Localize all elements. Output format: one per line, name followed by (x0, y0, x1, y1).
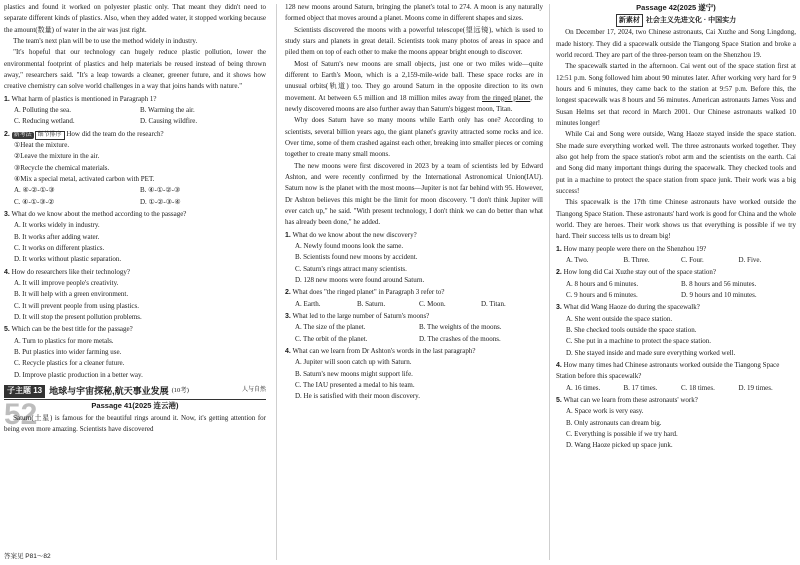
option: C. Moon. (419, 299, 446, 308)
question-2-options (556, 279, 796, 302)
step: ③Recycle the chemical materials. (14, 163, 110, 172)
passage-paragraph: Scientists discovered the moons with a powerful telescope(望远镜), which is used to study stars and planets in great detail. Scientists took many photos of areas in space and piled them on top of each other to make the moons appear bright enough to discover. (285, 25, 543, 57)
option: A. Polluting the sea. (14, 105, 71, 114)
question-1: 1. What do we know about the new discovery? (285, 230, 417, 239)
option: D. Causing wildfire. (140, 117, 198, 126)
option: D. It will stop the present pollution problems. (14, 312, 142, 321)
column-left (4, 2, 266, 562)
option: A. It works widely in industry. (14, 221, 100, 230)
option: B. Three. (623, 256, 650, 265)
exam-count: (10考) (171, 386, 189, 394)
option: C. Saturn's rings attract many scientists. (295, 264, 407, 273)
option: D. He is satisfied with their moon discovery. (295, 392, 420, 401)
subtopic-header (4, 384, 266, 401)
option: A. Jupiter will soon catch up with Saturn. (295, 358, 412, 367)
question-4: 4. How do researchers like their technology? (4, 267, 130, 276)
option: C. Everything is possible if we try hard. (566, 429, 678, 438)
option: B. Saturn's new moons might support life. (295, 369, 413, 378)
option: D. 128 new moons were found around Saturn. (295, 275, 425, 284)
answer-reference: 答案见 P81～82 (4, 553, 51, 561)
option: B. She checked tools outside the space station. (566, 326, 697, 334)
question-5: 5. Which can be the best title for the passage? (4, 325, 133, 334)
detail-order-badge: 细节排序 (35, 131, 65, 140)
passage-paragraph: 128 new moons around Saturn, bringing the planet's total to 274. A moon is any naturally formed object that moves around a planet. Moons come in different shapes and sizes. (285, 3, 543, 23)
option: D. 9 hours and 10 minutes. (681, 291, 757, 300)
option: A. ④-②-①-③ (14, 186, 55, 195)
question-1-options (556, 255, 796, 266)
passage-paragraph: On December 17, 2024, two Chinese astronauts, Cai Xuzhe and Song Lingdong, made history. They did a spacewalk outside the Tiangong Space Station and broke a world record. They are part of the three-person team on the Shenzhou 19. (556, 28, 796, 60)
question-3: 3. What do we know about the method according to the passage? (4, 209, 187, 218)
question-4: 4. What can we learn from Dr Ashton's words in the last paragraph? (285, 346, 476, 355)
passage-41 (4, 400, 266, 435)
question-2: 2. How long did Cai Xuzhe stay out of the space station? (556, 268, 717, 277)
option: C. 18 times. (681, 383, 715, 392)
option: C. It will prevent people from using plastics. (14, 301, 140, 310)
option: C. She put in a machine to protect the space station. (566, 337, 712, 346)
question-5: 5. What can we learn from these astronauts' work? (556, 395, 698, 404)
option: D. Titan. (481, 299, 506, 308)
option: B. Put plastics into wider farming use. (14, 347, 122, 356)
passage-paragraph: plastics and found it worked on polyester plastic only. That meant they didn't need to separate different kinds of plastics. Also, when they added water, it stopped working because the amount(数量) of water in the air was just right. (4, 3, 266, 34)
option: B. 8 hours and 56 minutes. (681, 279, 757, 288)
question-1: 1. How many people were there on the Shenzhou 19? (556, 244, 707, 253)
passage-paragraph: The new moons were first discovered in 2023 by a team of scientists led by Edward Ashton, and were recently confirmed by the International Astronomical Union(IAU). Saturn now is the planet with the most moons—Jupiter is not far behind with 95. However, Dr Ashton believes this might be the limit for moon discovery. "I don't think Jupiter will ever catch up," he said. "With present technology, I don't think we can do better than what has already been done," he added. (285, 161, 543, 227)
new-method-badge: 新考法 (13, 131, 32, 138)
question-3: 3. What did Wang Haoze do during the spacewalk? (556, 303, 700, 312)
question-2-options (4, 185, 266, 208)
passage-title: Passage 41(2025 连云港) (91, 401, 179, 411)
option: B. Warming the air. (140, 105, 195, 114)
option: A. 16 times. (566, 383, 601, 392)
option: A. Two. (566, 256, 589, 265)
option: B. Saturn. (357, 299, 386, 308)
passage-paragraph: The spacewalk started in the afternoon. Cai went out of the space station first at 12:51 p.m. Song followed him about 90 minutes later. After working very hard for 9 hours and 6 minutes, they came back to the station at 9:57 p.m. Before this, the longest spacewalk was 8 hours and 56 minutes. American astronauts James Voss and Susan Helms set that record in March 2001. Our Chinese astronauts walked 10 minutes longer! (556, 62, 796, 128)
passage-paragraph: This spacewalk is the 17th time Chinese astronauts have worked outside the Tiangong Space Station. These astronauts' hard work is good for China and the whole world. They are heroes. Their work shows us that everything is possible if we try hard. Their success tells us to dream big! (556, 198, 796, 241)
column-right (556, 2, 796, 562)
option: C. The orbit of the planet. (295, 334, 368, 343)
new-material-badge: 新素材 (616, 14, 643, 27)
option: D. Five. (738, 256, 762, 265)
passage-paragraph: "It's hopeful that our technology can hugely reduce plastic pollution, lower the environmental footprint of plastics and help materials be reused instead of being thrown away," researchers said. "It's a leap towards a cleaner, greener future, and it shows how creative chemistry can solve world challenges in a way that joins hands with nature." (4, 48, 266, 91)
option: B. Only astronauts can dream big. (566, 418, 662, 427)
question-2-options (285, 299, 543, 310)
option: D. ①-②-③-④ (140, 197, 181, 206)
option: A. It will improve people's creativity. (14, 278, 119, 287)
option: D. Improve plastic production in a better way. (14, 370, 143, 379)
subtopic-title: 地球与宇宙探秘,航天事业发展 (49, 385, 169, 396)
question-4-options (556, 383, 796, 394)
option: C. Four. (681, 256, 704, 265)
material-tagline: 新素材 社会主义先进文化 · 中国实力 (556, 14, 796, 27)
option: A. The size of the planet. (295, 323, 366, 332)
question-4: 4. How many times had Chinese astronauts worked outside the Tiangong Space Station before this spacewalk? (556, 360, 780, 381)
theme-label: 人与自然 (241, 387, 266, 394)
column-divider (549, 4, 550, 560)
option: D. She stayed inside and made sure everything worked well. (566, 348, 736, 357)
option: A. 8 hours and 6 minutes. (566, 279, 639, 288)
passage-paragraph: Why does Saturn have so many moons while Earth only has one? According to scientists, several billion years ago, the giant planet's gravity attracted some rocks and ice. Over time, some of them crashed against each other, breaking into smaller pieces or coming together to create many small moons. (285, 116, 543, 159)
option: A. Turn to plastics for more metals. (14, 336, 114, 345)
option: D. Wang Haoze picked up space junk. (566, 441, 673, 450)
question-3: 3. What led to the large number of Saturn's moons? (285, 311, 430, 320)
option: C. Reducing wetland. (14, 117, 75, 126)
question-1: 1. What harm of plastics is mentioned in Paragraph 1? (4, 94, 157, 103)
question-2: 2. What does "the ringed planet" in Paragraph 3 refer to? (285, 288, 445, 297)
step: ④Mix a special metal, activated carbon with PET. (14, 174, 155, 183)
option: D. It works without plastic separation. (14, 255, 122, 264)
option: B. The weights of the moons. (419, 323, 502, 332)
option: B. ④-①-②-③ (140, 186, 181, 195)
column-middle (285, 2, 543, 562)
step: ②Leave the mixture in the air. (14, 152, 100, 161)
option: C. ④-①-③-② (14, 197, 55, 206)
page-number-watermark: 52 (4, 398, 38, 432)
underlined-phrase: the ringed planet (482, 93, 531, 102)
option: C. Recycle plastics for a cleaner future. (14, 359, 125, 368)
option: A. Earth. (295, 299, 321, 308)
option: A. She went outside the space station. (566, 314, 673, 323)
option: A. Newly found moons look the same. (295, 241, 404, 250)
option: A. Space work is very easy. (566, 407, 644, 416)
option: C. It works on different plastics. (14, 243, 105, 252)
passage-title: Passage 42(2025 遂宁) (636, 3, 716, 12)
option: B. Scientists found new moons by accident. (295, 253, 418, 262)
option: D. The crashes of the moons. (419, 334, 501, 343)
option: B. It works after adding water. (14, 232, 100, 241)
question-3-options (285, 322, 543, 345)
option: B. 17 times. (623, 383, 658, 392)
passage-paragraph: While Cai and Song were outside, Wang Haoze stayed inside the space station. She made sure everything worked well. The three astronauts worked together. They also got help from the space station's robot arm and the scientists on the earth. Cai and Song did many important things during the spacewalk. They checked tools and put in a machine to protect the space station from space junk. Their work was a big success! (556, 130, 796, 196)
passage-paragraph: Saturn(土星) is famous for the beautiful rings around it. Now, it's getting attention for being even more amazing. Scientists have discovered (4, 413, 266, 433)
passage-paragraph: The team's next plan will be to use the method widely in industry. (13, 36, 198, 45)
option: B. It will help with a green environment. (14, 290, 129, 299)
option: D. 19 times. (738, 383, 773, 392)
option: C. 9 hours and 6 minutes. (566, 291, 638, 300)
question-2: 2. 新考法 细节排序 How did the team do the research? (4, 129, 266, 140)
passage-paragraph: Most of Saturn's new moons are small objects, just one or two miles wide—quite different to Earth's Moon, which is a 2,159-mile-wide ball. These space rocks are in unusual orbits(轨道) too. They go around Saturn in the opposite direction to its own movement. At between 6.5 million and 18 million miles away from the ringed planet, the newly discovered moons are also further away than Saturn's biggest moon, Titan. (285, 59, 543, 113)
step: ①Heat the mixture. (14, 140, 70, 149)
column-divider (276, 4, 277, 560)
option: C. The IAU presented a medal to his team. (295, 380, 415, 389)
question-1-options (4, 105, 266, 128)
subtopic-tag: 子主题 13 (4, 385, 45, 398)
